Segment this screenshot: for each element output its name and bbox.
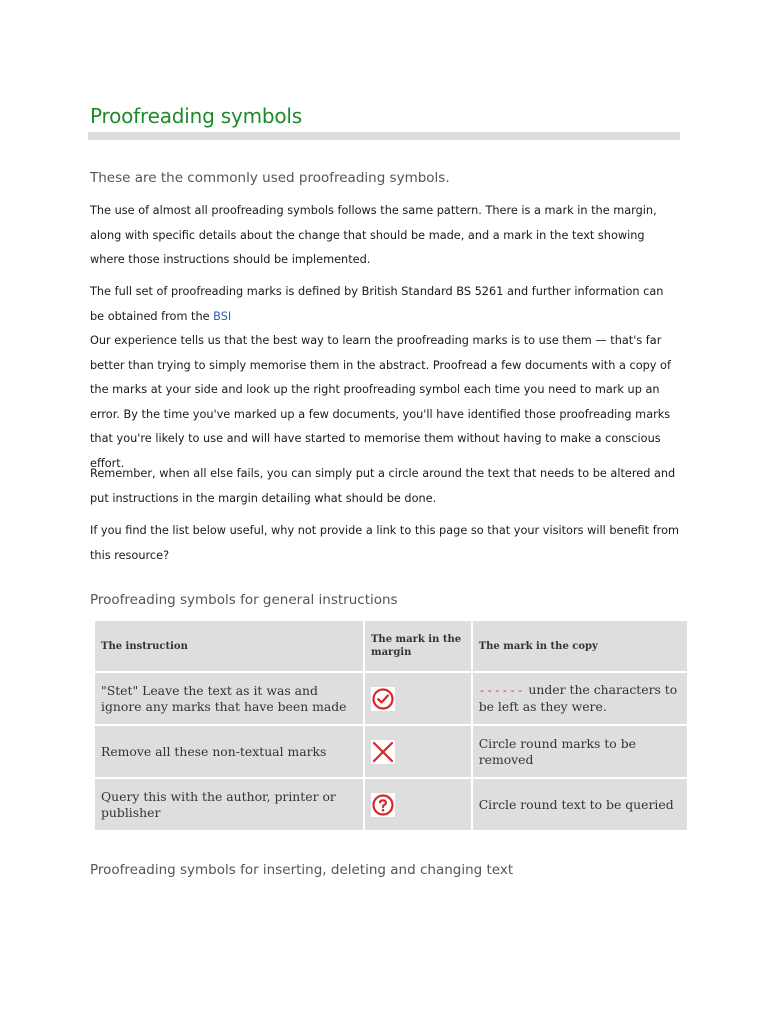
margin-mark-cell xyxy=(365,779,471,832)
intro-paragraph: The use of almost all proofreading symbols follows the same pattern. There is a mark in the margin, along with specific details about the change that should be made, and a mark in the text showing where those instructions should be implemented. xyxy=(90,204,657,267)
cross-icon xyxy=(371,740,395,764)
standard-paragraph-text: The full set of proofreading marks is defined by British Standard BS 5261 and further information can be obtained from the xyxy=(90,285,664,323)
instruction-cell: Remove all these non-textual marks xyxy=(95,726,363,779)
copy-mark-cell xyxy=(473,673,687,726)
copy-mark-text: under the characters to be left as they were. xyxy=(478,682,678,714)
section-heading-general: Proofreading symbols for general instructions xyxy=(90,592,398,608)
section-heading-inserting: Proofreading symbols for inserting, deleting and changing text xyxy=(90,862,514,878)
title-divider xyxy=(88,132,680,140)
bsi-link[interactable]: BSI xyxy=(213,309,232,323)
fallback-paragraph: Remember, when all else fails, you can simply put a circle around the text that needs to be altered and put instructions in the margin detailing what should be done. xyxy=(90,467,676,505)
table-row xyxy=(95,673,687,726)
experience-paragraph: Our experience tells us that the best way to learn the proofreading marks is to use them — that's far better than trying to simply memorise them in the abstract. Proofread a few documents with a copy of the marks at your side and look up the right proofreading symbol each time you need to mark up an error. By the time you've marked up a few documents, you'll have identified those proofreading marks that you're likely to use and will have started to memorise them without having to make a conscious effort. xyxy=(90,334,671,470)
question-circle-icon xyxy=(371,793,395,817)
page-title: Proofreading symbols xyxy=(90,104,302,128)
margin-mark-cell xyxy=(365,726,471,779)
link-request-paragraph: If you find the list below useful, why not provide a link to this page so that your visitors will benefit from this resource? xyxy=(90,524,679,562)
column-header-margin-mark: The mark in the margin xyxy=(365,621,471,673)
margin-mark-cell xyxy=(365,673,471,726)
general-instructions-table xyxy=(93,621,689,832)
column-header-copy-mark: The mark in the copy xyxy=(473,621,687,673)
copy-mark-cell: Circle round text to be queried xyxy=(473,779,687,832)
instruction-cell: "Stet" Leave the text as it was and ignore any marks that have been made xyxy=(95,673,363,726)
copy-mark-cell: Circle round marks to be removed xyxy=(473,726,687,779)
dashed-underline-mark: ------ xyxy=(478,684,525,697)
standard-paragraph xyxy=(90,280,680,329)
instruction-cell: Query this with the author, printer or publisher xyxy=(95,779,363,832)
column-header-instruction: The instruction xyxy=(95,621,363,673)
table-row xyxy=(95,726,687,779)
table-row xyxy=(95,779,687,832)
table-header-row xyxy=(95,621,687,673)
check-circle-icon xyxy=(371,687,395,711)
page-subtitle: These are the commonly used proofreading symbols. xyxy=(90,170,450,186)
